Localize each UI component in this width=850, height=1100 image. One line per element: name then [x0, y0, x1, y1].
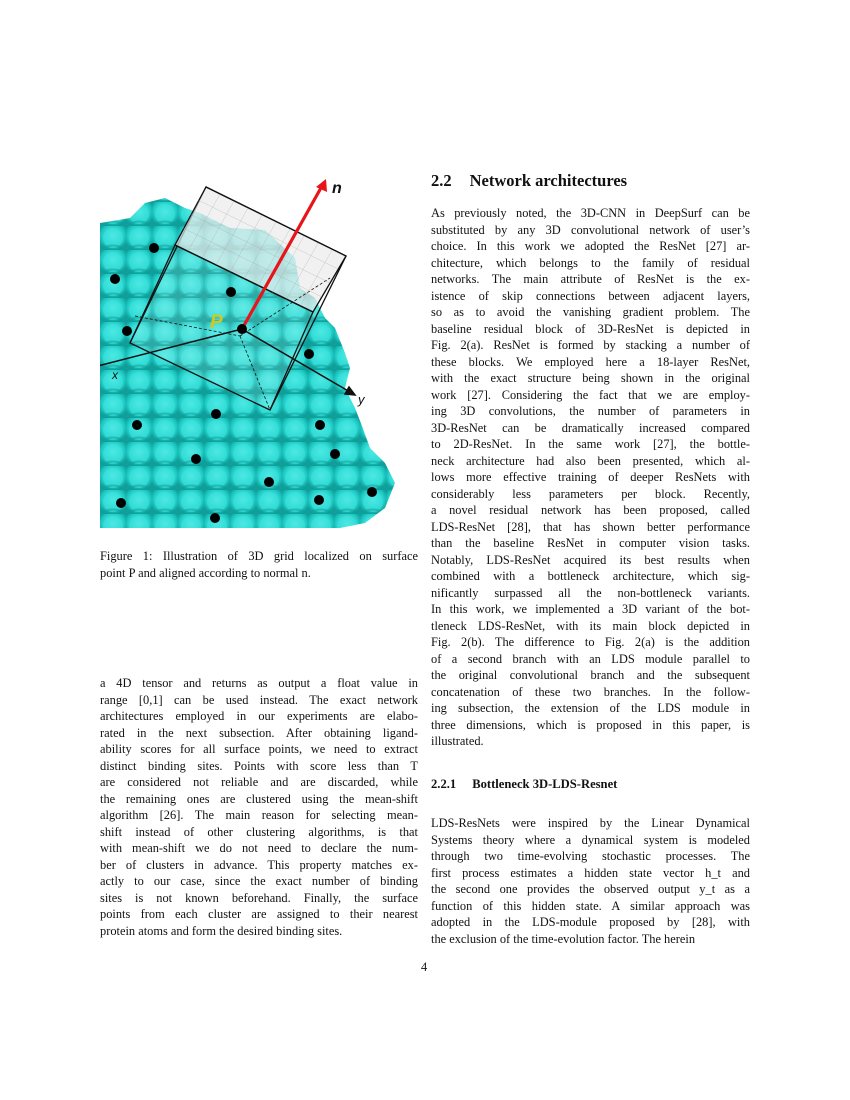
- figure-1-grid-illustration: [100, 178, 400, 530]
- text-line: architectures employed in our experiments are elabo-: [100, 709, 418, 723]
- text-line: ability scores for all surface points, we need to extract: [100, 742, 418, 756]
- text-line: Systems theory where a dynamical system is modeled: [431, 832, 750, 847]
- text-line: adopted in the LDS-module proposed by [28], with: [431, 915, 750, 929]
- text-line: actly to our case, since the exact number of binding: [100, 874, 418, 888]
- normal-label: n: [332, 180, 342, 197]
- text-line: are considered not reliable and are discarded, while: [100, 775, 418, 789]
- x-axis-label: x: [112, 368, 118, 382]
- point-label: P: [210, 312, 223, 333]
- text-line: Fig. 2(b). The difference to Fig. 2(a) is the addition: [431, 635, 750, 649]
- text-line: chitecture, which belongs to the family of residual: [431, 255, 750, 270]
- text-line: lows more effective training of deeper ResNets with: [431, 470, 750, 484]
- text-line: distinct binding sites. Points with score less than T: [100, 758, 418, 773]
- text-line: Fig. 2(a). ResNet is formed by stacking a number of: [431, 338, 750, 352]
- text-line: shift instead of other clustering algorithms, is that: [100, 824, 418, 839]
- text-line: to 2D-ResNet. In the same work [27], the bottle-: [431, 437, 750, 451]
- text-line: algorithm [26]. The main reason for selecting mean-: [100, 808, 418, 822]
- section-heading-2-2: [431, 171, 627, 191]
- subsection-heading-2-2-1: [431, 777, 617, 792]
- text-line: with the exact structure being shown in the original: [431, 371, 750, 385]
- text-line: tleneck LDS-ResNet, with its main block depicted in: [431, 618, 750, 633]
- text-line: neck architecture had also been presented, which al-: [431, 453, 750, 468]
- text-line: istence of skip connections between adjacent layers,: [431, 288, 750, 303]
- text-line: work [27]. Considering the fact that we are employ-: [431, 387, 750, 402]
- text-line: of a second branch with an LDS module parallel to: [431, 651, 750, 666]
- text-line: concatenation of these two branches. In the follow-: [431, 684, 750, 699]
- text-line: combined with a bottleneck architecture, which sig-: [431, 569, 750, 583]
- text-line: rated in the next subsection. After obtaining ligand-: [100, 725, 418, 740]
- section-title: Network architectures: [469, 171, 628, 190]
- y-axis-arrowhead: [345, 387, 355, 395]
- text-line: considerably less parameters per block. Recently,: [431, 486, 750, 501]
- text-line: sites is not known beforehand. Finally, the surface: [100, 890, 418, 905]
- text-line: In this work, we implemented a 3D variant of the bot-: [431, 602, 750, 616]
- text-line: 3D-ResNet can be dramatically increased compared: [431, 420, 750, 435]
- text-line: the remaining ones are clustered using the mean-shift: [100, 791, 418, 806]
- page-number: 4: [421, 960, 428, 974]
- text-line: through two time-evolving stochastic processes. The: [431, 849, 750, 863]
- text-line: As previously noted, the 3D-CNN in DeepSurf can be: [431, 206, 750, 220]
- text-line: ber of clusters in advance. This property matches ex-: [100, 857, 418, 872]
- text-line: ing subsection, the extension of the LDS module in: [431, 701, 750, 715]
- text-line: networks. The main attribute of ResNet is the ex-: [431, 272, 750, 286]
- text-line: LDS-ResNet [28], that has shown better performance: [431, 519, 750, 534]
- section-2-2-body: [431, 205, 750, 750]
- text-line: a 4D tensor and returns as output a float value in: [100, 676, 418, 690]
- text-line: protein atoms and form the desired binding sites.: [100, 923, 343, 938]
- text-line: baseline residual block of 3D-ResNet is depicted in: [431, 321, 750, 336]
- surface-point-p: [237, 324, 247, 334]
- text-line: LDS-ResNets were inspired by the Linear Dynamical: [431, 816, 750, 830]
- y-axis-label: y: [358, 392, 365, 407]
- text-line: the original convolutional branch and the subsequent: [431, 668, 750, 682]
- section-2-2-1-body: [431, 815, 750, 947]
- left-column-text: [100, 675, 418, 939]
- text-line: Notably, LDS-ResNet acquired its best results when: [431, 552, 750, 567]
- text-line: a novel residual network has been proposed, called: [431, 503, 750, 517]
- text-line: the second one provides the observed output y_t as a: [431, 882, 750, 896]
- text-line: nificantly surpassed all the non-bottleneck variants.: [431, 585, 750, 600]
- figure-caption: [100, 548, 418, 581]
- text-line: than the baseline ResNet in computer vision tasks.: [431, 536, 750, 550]
- text-line: with mean-shift we do not need to declare the num-: [100, 841, 418, 855]
- section-number: 2.2: [431, 171, 452, 190]
- text-line: illustrated.: [431, 734, 484, 748]
- text-line: points from each cluster are assigned to their nearest: [100, 907, 418, 921]
- text-line: substituted by any 3D convolutional network of user’s: [431, 222, 750, 237]
- subsection-number: 2.2.1: [431, 777, 457, 791]
- text-line: these blocks. We employed here a 18-layer ResNet,: [431, 354, 750, 369]
- text-line: function of this hidden state. A similar approach was: [431, 898, 750, 913]
- text-line: Figure 1: Illustration of 3D grid localized on surface: [100, 549, 418, 563]
- text-line: so as to avoid the vanishing gradient problem. The: [431, 305, 750, 319]
- text-line: range [0,1] can be used instead. The exact network: [100, 692, 418, 707]
- text-line: point P and aligned according to normal n.: [100, 565, 311, 580]
- text-line: the exclusion of the time-evolution factor. The herein: [431, 931, 696, 946]
- text-line: first process estimates a hidden state vector h_t and: [431, 865, 750, 880]
- text-line: three dimensions, which is proposed in this paper, is: [431, 717, 750, 732]
- subsection-title: Bottleneck 3D-LDS-Resnet: [472, 777, 618, 791]
- text-line: ing 3D convolutions, the number of parameters in: [431, 404, 750, 418]
- text-line: choice. In this work we adopted the ResNet [27] ar-: [431, 239, 750, 253]
- protein-surface-image: [100, 178, 400, 530]
